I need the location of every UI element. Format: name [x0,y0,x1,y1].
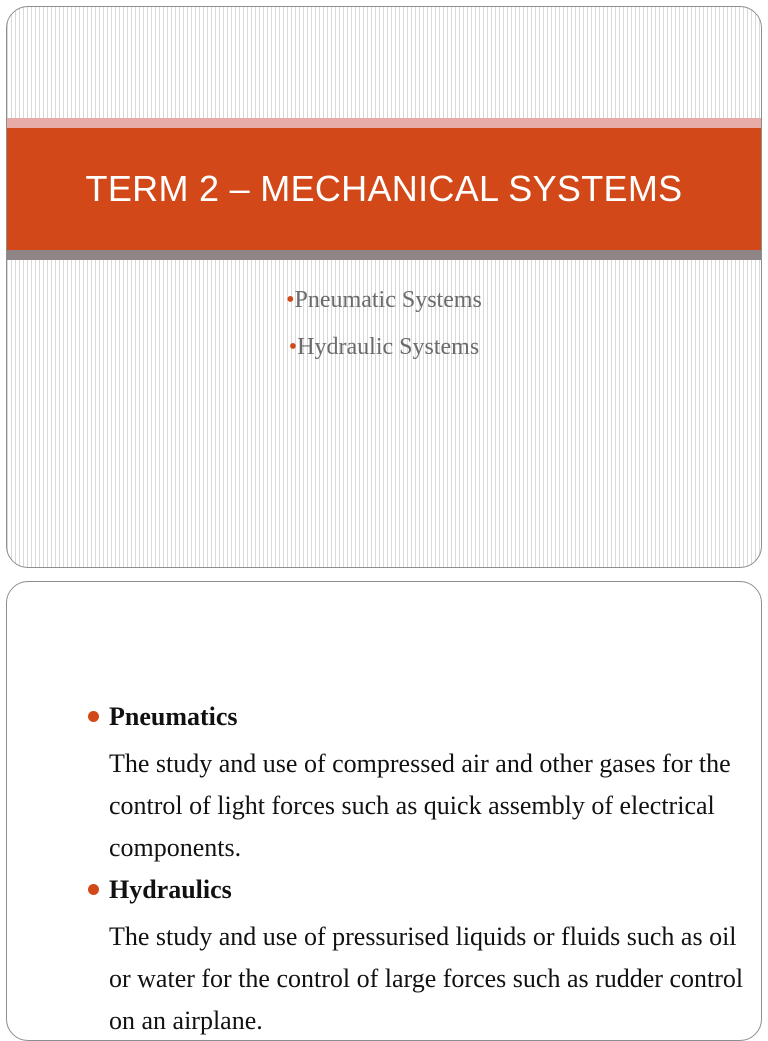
slide-title: TERM 2 – MECHANICAL SYSTEMS [85,168,683,209]
subtitle-item [7,324,761,371]
bullet-icon [88,884,99,895]
content-slide [6,581,762,1041]
bullet-list [85,700,745,1041]
title-band [7,128,761,250]
subtitle-item-label: Hydraulic Systems [297,334,480,360]
subtitle-item [7,277,761,324]
list-item [85,873,745,1041]
item-heading-text: Hydraulics [109,875,232,904]
title-band-top-stripe [7,118,761,128]
bullet-icon: • [288,334,298,360]
item-heading-text: Pneumatics [109,702,238,731]
list-item [85,700,745,869]
title-band-bottom-stripe [7,250,761,260]
bullet-icon: • [286,287,295,313]
bullet-icon [88,711,99,722]
item-heading [85,873,745,907]
subtitle-item-label: Pneumatic Systems [294,287,482,313]
item-body: The study and use of compressed air and other gases for the control of light forces such as quick assembly of electrical components. [109,749,731,862]
item-body: The study and use of pressurised liquids or fluids such as oil or water for the control of large forces such as rudder control on an airplane. [109,922,744,1035]
title-slide [6,6,762,568]
item-heading [85,700,745,734]
subtitle-list [7,277,761,371]
